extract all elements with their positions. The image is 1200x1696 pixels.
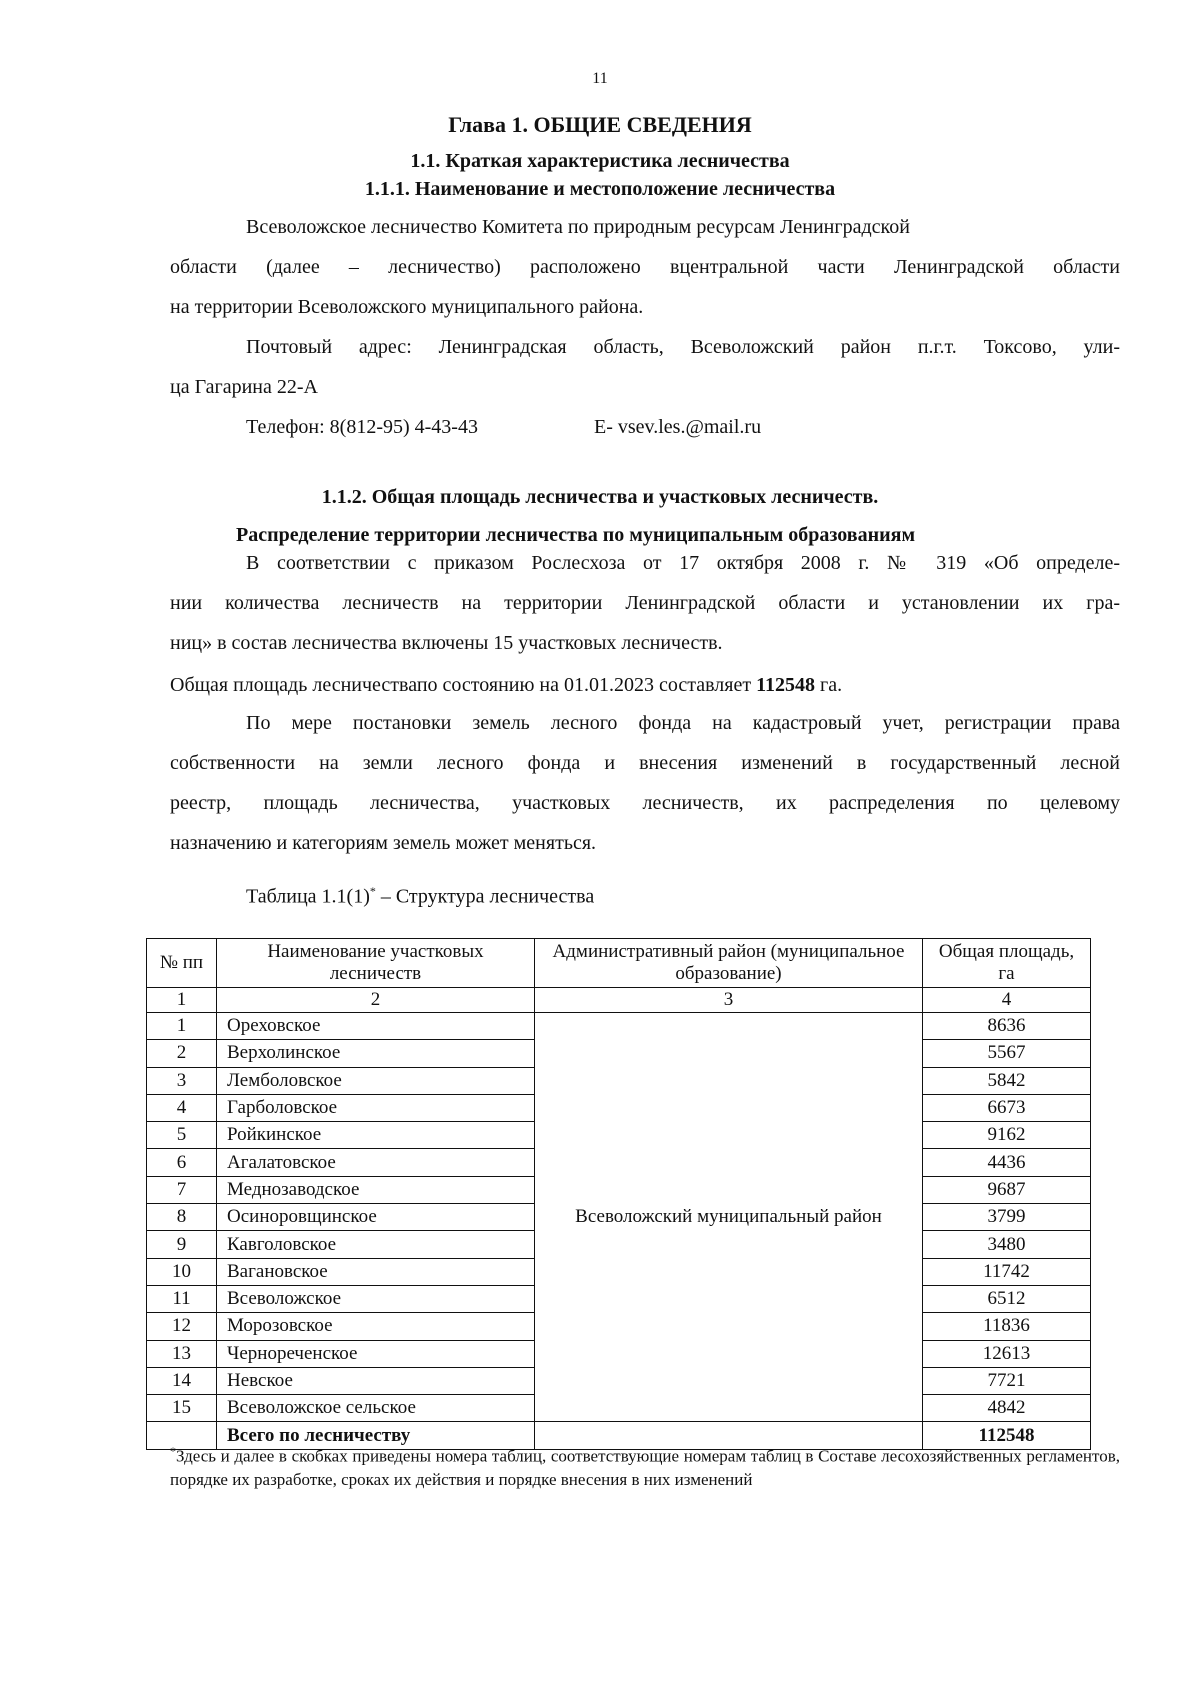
row-number: 4	[147, 1094, 217, 1121]
forest-area: 9687	[923, 1176, 1091, 1203]
section-1-1-heading: 1.1. Краткая характеристика лесничества	[410, 150, 790, 172]
forest-area: 11742	[923, 1258, 1091, 1285]
row-number: 6	[147, 1149, 217, 1176]
total-label: Всего по лесничеству	[217, 1422, 535, 1449]
total-area-value: 112548	[756, 674, 816, 696]
header-district: Административный район (муниципальное образование)	[535, 939, 923, 988]
forest-district-name: Ореховское	[217, 1013, 535, 1040]
row-number: 3	[147, 1067, 217, 1094]
forest-area: 9162	[923, 1122, 1091, 1149]
row-number: 11	[147, 1285, 217, 1312]
table-caption-suffix: – Структура лесничества	[375, 885, 595, 908]
change-line-1: По мере постановки земель лесного фонда на кадастровый учет, регистрации права	[246, 712, 1120, 734]
column-number-row	[147, 988, 1091, 1013]
row-number: 1	[147, 1013, 217, 1040]
forest-district-name: Ройкинское	[217, 1122, 535, 1149]
change-line-2: собственности на земли лесного фонда и внесения изменений в государственный лесной	[170, 752, 1120, 774]
table-caption	[246, 884, 594, 909]
forest-area: 4436	[923, 1149, 1091, 1176]
forest-district-name: Гарболовское	[217, 1094, 535, 1121]
order-line-1: В соответствии с приказом Рослесхоза от 17 октября 2008 г. № 319 «Об определе-	[246, 552, 1120, 574]
total-area-suffix: га.	[815, 674, 843, 696]
administrative-district: Всеволожский муниципальный район	[535, 1013, 923, 1422]
forest-area: 5567	[923, 1040, 1091, 1067]
forest-structure-table	[146, 938, 1091, 1450]
row-number: 8	[147, 1204, 217, 1231]
total-area-sentence	[170, 674, 842, 697]
table-caption-mark: *	[369, 884, 376, 898]
address-line-2: ца Гагарина 22-А	[170, 376, 318, 398]
row-number: 5	[147, 1122, 217, 1149]
column-number: 2	[217, 988, 535, 1013]
phone-text: Телефон: 8(812-95) 4-43-43	[246, 416, 478, 438]
forest-district-name: Всеволожское	[217, 1285, 535, 1312]
footnote-mark: *	[170, 1444, 176, 1458]
change-line-3: реестр, площадь лесничества, участковых лесничеств, их распределения по целевому	[170, 792, 1120, 814]
row-number: 15	[147, 1395, 217, 1422]
forest-district-name: Лемболовское	[217, 1067, 535, 1094]
forest-district-name: Кавголовское	[217, 1231, 535, 1258]
section-1-1-1-heading: 1.1.1. Наименование и местоположение лесничества	[364, 178, 836, 200]
forest-area: 6673	[923, 1094, 1091, 1121]
order-line-2: нии количества лесничеств на территории Ленинградской области и установлении их гра-	[170, 592, 1120, 614]
table-header-row	[147, 939, 1091, 988]
total-area: 112548	[923, 1422, 1091, 1449]
email-text: E- vsev.les.@mail.ru	[594, 416, 762, 438]
row-number: 10	[147, 1258, 217, 1285]
forest-area: 6512	[923, 1285, 1091, 1312]
footnote-text: Здесь и далее в скобках приведены номера таблиц, соответствующие номерам таблиц в Составе лесохозяйственных регламентов, порядке их разработке, сроках их действия и порядке внесения в них изменений	[170, 1446, 1120, 1489]
distribution-heading: Распределение территории лесничества по муниципальным образованиям	[236, 524, 916, 546]
forest-district-name: Черноречeнское	[217, 1340, 535, 1367]
change-line-4: назначению и категориям земель может меняться.	[170, 832, 597, 854]
column-number: 3	[535, 988, 923, 1013]
intro-line-3: на территории Всеволожского муниципального района.	[170, 296, 644, 318]
order-line-3: ниц» в состав лесничества включены 15 участковых лесничеств.	[170, 632, 723, 654]
intro-line-1: Всеволожское лесничество Комитета по природным ресурсам Ленинградской	[246, 216, 910, 238]
forest-area: 7721	[923, 1367, 1091, 1394]
footnote	[170, 1440, 1120, 1491]
header-number: № пп	[147, 939, 217, 988]
row-number: 7	[147, 1176, 217, 1203]
row-number: 9	[147, 1231, 217, 1258]
forest-area: 3480	[923, 1231, 1091, 1258]
column-number: 4	[923, 988, 1091, 1013]
forest-area: 3799	[923, 1204, 1091, 1231]
table-row	[147, 1013, 1091, 1040]
forest-district-name: Меднозаводское	[217, 1176, 535, 1203]
forest-district-name: Невское	[217, 1367, 535, 1394]
forest-district-name: Морозовское	[217, 1313, 535, 1340]
header-area: Общая площадь, га	[923, 939, 1091, 988]
page-number: 11	[592, 70, 608, 87]
row-number: 2	[147, 1040, 217, 1067]
forest-district-name: Агалатовское	[217, 1149, 535, 1176]
forest-area: 5842	[923, 1067, 1091, 1094]
row-number: 13	[147, 1340, 217, 1367]
total-area-prefix: Общая площадь лесничествапо состоянию на 01.01.2023 составляет	[170, 674, 757, 696]
table-body	[147, 1013, 1091, 1450]
header-name: Наименование участковых лесничеств	[217, 939, 535, 988]
forest-area: 12613	[923, 1340, 1091, 1367]
table-caption-prefix: Таблица 1.1(1)	[246, 885, 370, 908]
row-number: 14	[147, 1367, 217, 1394]
forest-district-name: Осиноровщинское	[217, 1204, 535, 1231]
forest-area: 8636	[923, 1013, 1091, 1040]
forest-district-name: Всеволожское сельское	[217, 1395, 535, 1422]
forest-district-name: Верхолинское	[217, 1040, 535, 1067]
forest-district-name: Вагановское	[217, 1258, 535, 1285]
forest-area: 4842	[923, 1395, 1091, 1422]
chapter-title: Глава 1. ОБЩИЕ СВЕДЕНИЯ	[448, 112, 752, 137]
column-number: 1	[147, 988, 217, 1013]
address-line-1: Почтовый адрес: Ленинградская область, Всеволожский район п.г.т. Токсово, ули-	[246, 336, 1120, 358]
forest-area: 11836	[923, 1313, 1091, 1340]
row-number: 12	[147, 1313, 217, 1340]
intro-line-2: области (далее – лесничество) расположено вцентральной части Ленинградской области	[170, 256, 1120, 278]
section-1-1-2-heading: 1.1.2. Общая площадь лесничества и участковых лесничеств.	[321, 486, 879, 508]
